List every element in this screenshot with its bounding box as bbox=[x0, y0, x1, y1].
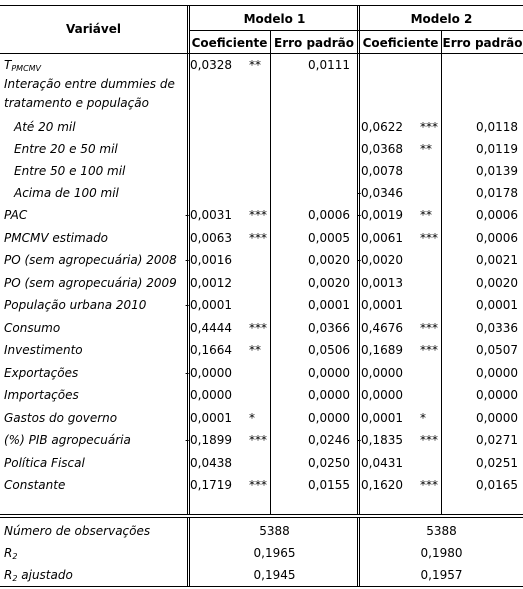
m2-se: 0,0000 bbox=[476, 366, 518, 380]
m2-coef: 0,0001 bbox=[361, 411, 403, 425]
m2-se: 0,0139 bbox=[476, 164, 518, 178]
m2-sig: *** bbox=[420, 478, 438, 492]
r-symbol: R bbox=[4, 546, 13, 560]
stats-m2: 5388 bbox=[426, 524, 457, 538]
m2-neg: - bbox=[357, 186, 362, 200]
m2-se: 0,0251 bbox=[476, 456, 518, 470]
row-label: Até 20 mil bbox=[14, 120, 76, 134]
t-subscript: PMCMV bbox=[11, 64, 42, 73]
m2-coef: 0,0013 bbox=[361, 276, 403, 290]
m2-se: 0,0118 bbox=[476, 120, 518, 134]
m2-coef: 0,0368 bbox=[361, 142, 403, 156]
m1-se: 0,0006 bbox=[308, 208, 350, 222]
m2-coef: 0,4676 bbox=[361, 321, 403, 335]
row-label: PO (sem agropecuária) 2009 bbox=[4, 276, 177, 290]
m2-se: 0,0001 bbox=[476, 298, 518, 312]
m2-sig: ** bbox=[420, 142, 432, 156]
t-symbol: T bbox=[4, 58, 12, 72]
stats-top-rule-1 bbox=[0, 514, 523, 515]
m2-se: 0,0165 bbox=[476, 478, 518, 492]
row-label: Política Fiscal bbox=[4, 456, 85, 470]
m2-coef: 0,0000 bbox=[361, 388, 403, 402]
m1-sig: ** bbox=[249, 343, 261, 357]
m1-coef: 0,0001 bbox=[190, 298, 232, 312]
m2-sig: *** bbox=[420, 343, 438, 357]
m1-neg: - bbox=[185, 433, 190, 447]
m1-se: 0,0000 bbox=[308, 366, 350, 380]
m1-se: 0,0000 bbox=[308, 411, 350, 425]
header-variable: Variável bbox=[66, 22, 121, 36]
m1-neg: - bbox=[185, 298, 190, 312]
m1-se: 0,0020 bbox=[308, 276, 350, 290]
row-label: Importações bbox=[4, 388, 79, 402]
m1-se: 0,0020 bbox=[308, 253, 350, 267]
m1-coef: 0,0000 bbox=[190, 388, 232, 402]
m2-se: 0,0507 bbox=[476, 343, 518, 357]
m1-coef: 0,0016 bbox=[190, 253, 232, 267]
row-label: Exportações bbox=[4, 366, 79, 380]
m1-sig: ** bbox=[249, 58, 261, 72]
m2-se: 0,0020 bbox=[476, 276, 518, 290]
header-coef-2: Coeficiente bbox=[362, 36, 439, 50]
stats-m1: 0,1945 bbox=[253, 568, 296, 582]
m2-coef: 0,0019 bbox=[361, 208, 403, 222]
m1-coef: 0,0000 bbox=[190, 366, 232, 380]
m2-sig: ** bbox=[420, 208, 432, 222]
stats-m1: 5388 bbox=[259, 524, 290, 538]
row-label: Gastos do governo bbox=[4, 411, 118, 425]
row-label: Consumo bbox=[4, 321, 61, 335]
m1-se: 0,0000 bbox=[308, 388, 350, 402]
header-se-2: Erro padrão bbox=[442, 36, 523, 50]
m1-coef: 0,0063 bbox=[190, 231, 232, 245]
m1-coef: 0,0031 bbox=[190, 208, 232, 222]
interaction-label-text-1: Interação entre dummies de bbox=[4, 77, 175, 91]
m2-se: 0,0021 bbox=[476, 253, 518, 267]
m2-coef: 0,0078 bbox=[361, 164, 403, 178]
r-rest: ajustado bbox=[17, 568, 73, 582]
m2-sig: *** bbox=[420, 231, 438, 245]
m2-coef: 0,0622 bbox=[361, 120, 403, 134]
m1-se: 0,0250 bbox=[308, 456, 350, 470]
stats-top-rule-2 bbox=[0, 517, 523, 518]
top-rule bbox=[0, 5, 523, 6]
row-label: Constante bbox=[4, 478, 66, 492]
m1-se: 0,0001 bbox=[308, 298, 350, 312]
m1-se: 0,0246 bbox=[308, 433, 350, 447]
m2-coef: 0,0061 bbox=[361, 231, 403, 245]
m2-coef: 0,1689 bbox=[361, 343, 403, 357]
m1-sig: *** bbox=[249, 433, 267, 447]
r-subscript: 2 bbox=[12, 552, 18, 561]
m2-coef: 0,0020 bbox=[361, 253, 403, 267]
m2-neg: - bbox=[357, 433, 362, 447]
m1-se: 0,0506 bbox=[308, 343, 350, 357]
stats-label bbox=[4, 546, 17, 560]
m2-coef: 0,1835 bbox=[361, 433, 403, 447]
m2-se: 0,0006 bbox=[476, 208, 518, 222]
m1-coef: 0,0438 bbox=[190, 456, 232, 470]
m1-neg: - bbox=[185, 208, 190, 222]
row-label: Acima de 100 mil bbox=[14, 186, 119, 200]
header-model2: Modelo 2 bbox=[410, 12, 473, 26]
m2-se: 0,0271 bbox=[476, 433, 518, 447]
m2-coef: 0,1620 bbox=[361, 478, 403, 492]
m2-neg: - bbox=[357, 253, 362, 267]
m2-neg: - bbox=[357, 208, 362, 222]
m1-coef: 0,1899 bbox=[190, 433, 232, 447]
m1-se: 0,0366 bbox=[308, 321, 350, 335]
m1-se: 0,0155 bbox=[308, 478, 350, 492]
header-model1: Modelo 1 bbox=[243, 12, 306, 26]
m1-sig: *** bbox=[249, 478, 267, 492]
stats-m2: 0,1957 bbox=[420, 568, 463, 582]
bottom-rule bbox=[0, 586, 523, 587]
m1-coef: 0,1664 bbox=[190, 343, 232, 357]
m1-coef: 0,0012 bbox=[190, 276, 232, 290]
m1-neg: - bbox=[185, 366, 190, 380]
header-se-1: Erro padrão bbox=[274, 36, 354, 50]
m1-coef: 0,0001 bbox=[190, 411, 232, 425]
m2-se: 0,0000 bbox=[476, 411, 518, 425]
header-bottom-rule bbox=[0, 53, 523, 54]
stats-label: Número de observações bbox=[4, 524, 151, 538]
m1-neg: - bbox=[185, 253, 190, 267]
m2-sig: *** bbox=[420, 321, 438, 335]
m2-sig: *** bbox=[420, 433, 438, 447]
m2-se: 0,0000 bbox=[476, 388, 518, 402]
m1-sig: *** bbox=[249, 208, 267, 222]
m1-sig: * bbox=[249, 411, 255, 425]
m2-coef: 0,0431 bbox=[361, 456, 403, 470]
row-label: População urbana 2010 bbox=[4, 298, 147, 312]
m1-se: 0,0005 bbox=[308, 231, 350, 245]
row-label: PMCMV estimado bbox=[4, 231, 109, 245]
m1-sig: *** bbox=[249, 231, 267, 245]
m2-se: 0,0178 bbox=[476, 186, 518, 200]
m1-se: 0,0111 bbox=[308, 58, 350, 72]
row-label: (%) PIB agropecuária bbox=[4, 433, 131, 447]
r-subscript: 2 bbox=[12, 574, 18, 583]
row-label: Entre 50 e 100 mil bbox=[14, 164, 126, 178]
row-label: Investimento bbox=[4, 343, 83, 357]
m1-sig: *** bbox=[249, 321, 267, 335]
stats-model1-left-border bbox=[187, 517, 188, 586]
model-header-rule bbox=[189, 30, 523, 31]
m2-sig: *** bbox=[420, 120, 438, 134]
header-coef-1: Coeficiente bbox=[191, 36, 268, 50]
stats-m2: 0,1980 bbox=[420, 546, 463, 560]
m2-coef: 0,0001 bbox=[361, 298, 403, 312]
m2-se: 0,0006 bbox=[476, 231, 518, 245]
m2-se: 0,0336 bbox=[476, 321, 518, 335]
m1-coef: 0,1719 bbox=[190, 478, 232, 492]
stats-m1: 0,1965 bbox=[253, 546, 296, 560]
row-label: PO (sem agropecuária) 2008 bbox=[4, 253, 177, 267]
r-symbol: R bbox=[4, 568, 13, 582]
stats-label bbox=[4, 568, 73, 582]
row-label: PAC bbox=[4, 208, 28, 222]
m2-sig: * bbox=[420, 411, 426, 425]
m2-coef: 0,0346 bbox=[361, 186, 403, 200]
row-label: Entre 20 e 50 mil bbox=[14, 142, 118, 156]
m2-se: 0,0119 bbox=[476, 142, 518, 156]
m1-coef: 0,0328 bbox=[190, 58, 232, 72]
interaction-label-text-2: tratamento e população bbox=[4, 96, 149, 110]
m2-coef: 0,0000 bbox=[361, 366, 403, 380]
m1-coef: 0,4444 bbox=[190, 321, 232, 335]
